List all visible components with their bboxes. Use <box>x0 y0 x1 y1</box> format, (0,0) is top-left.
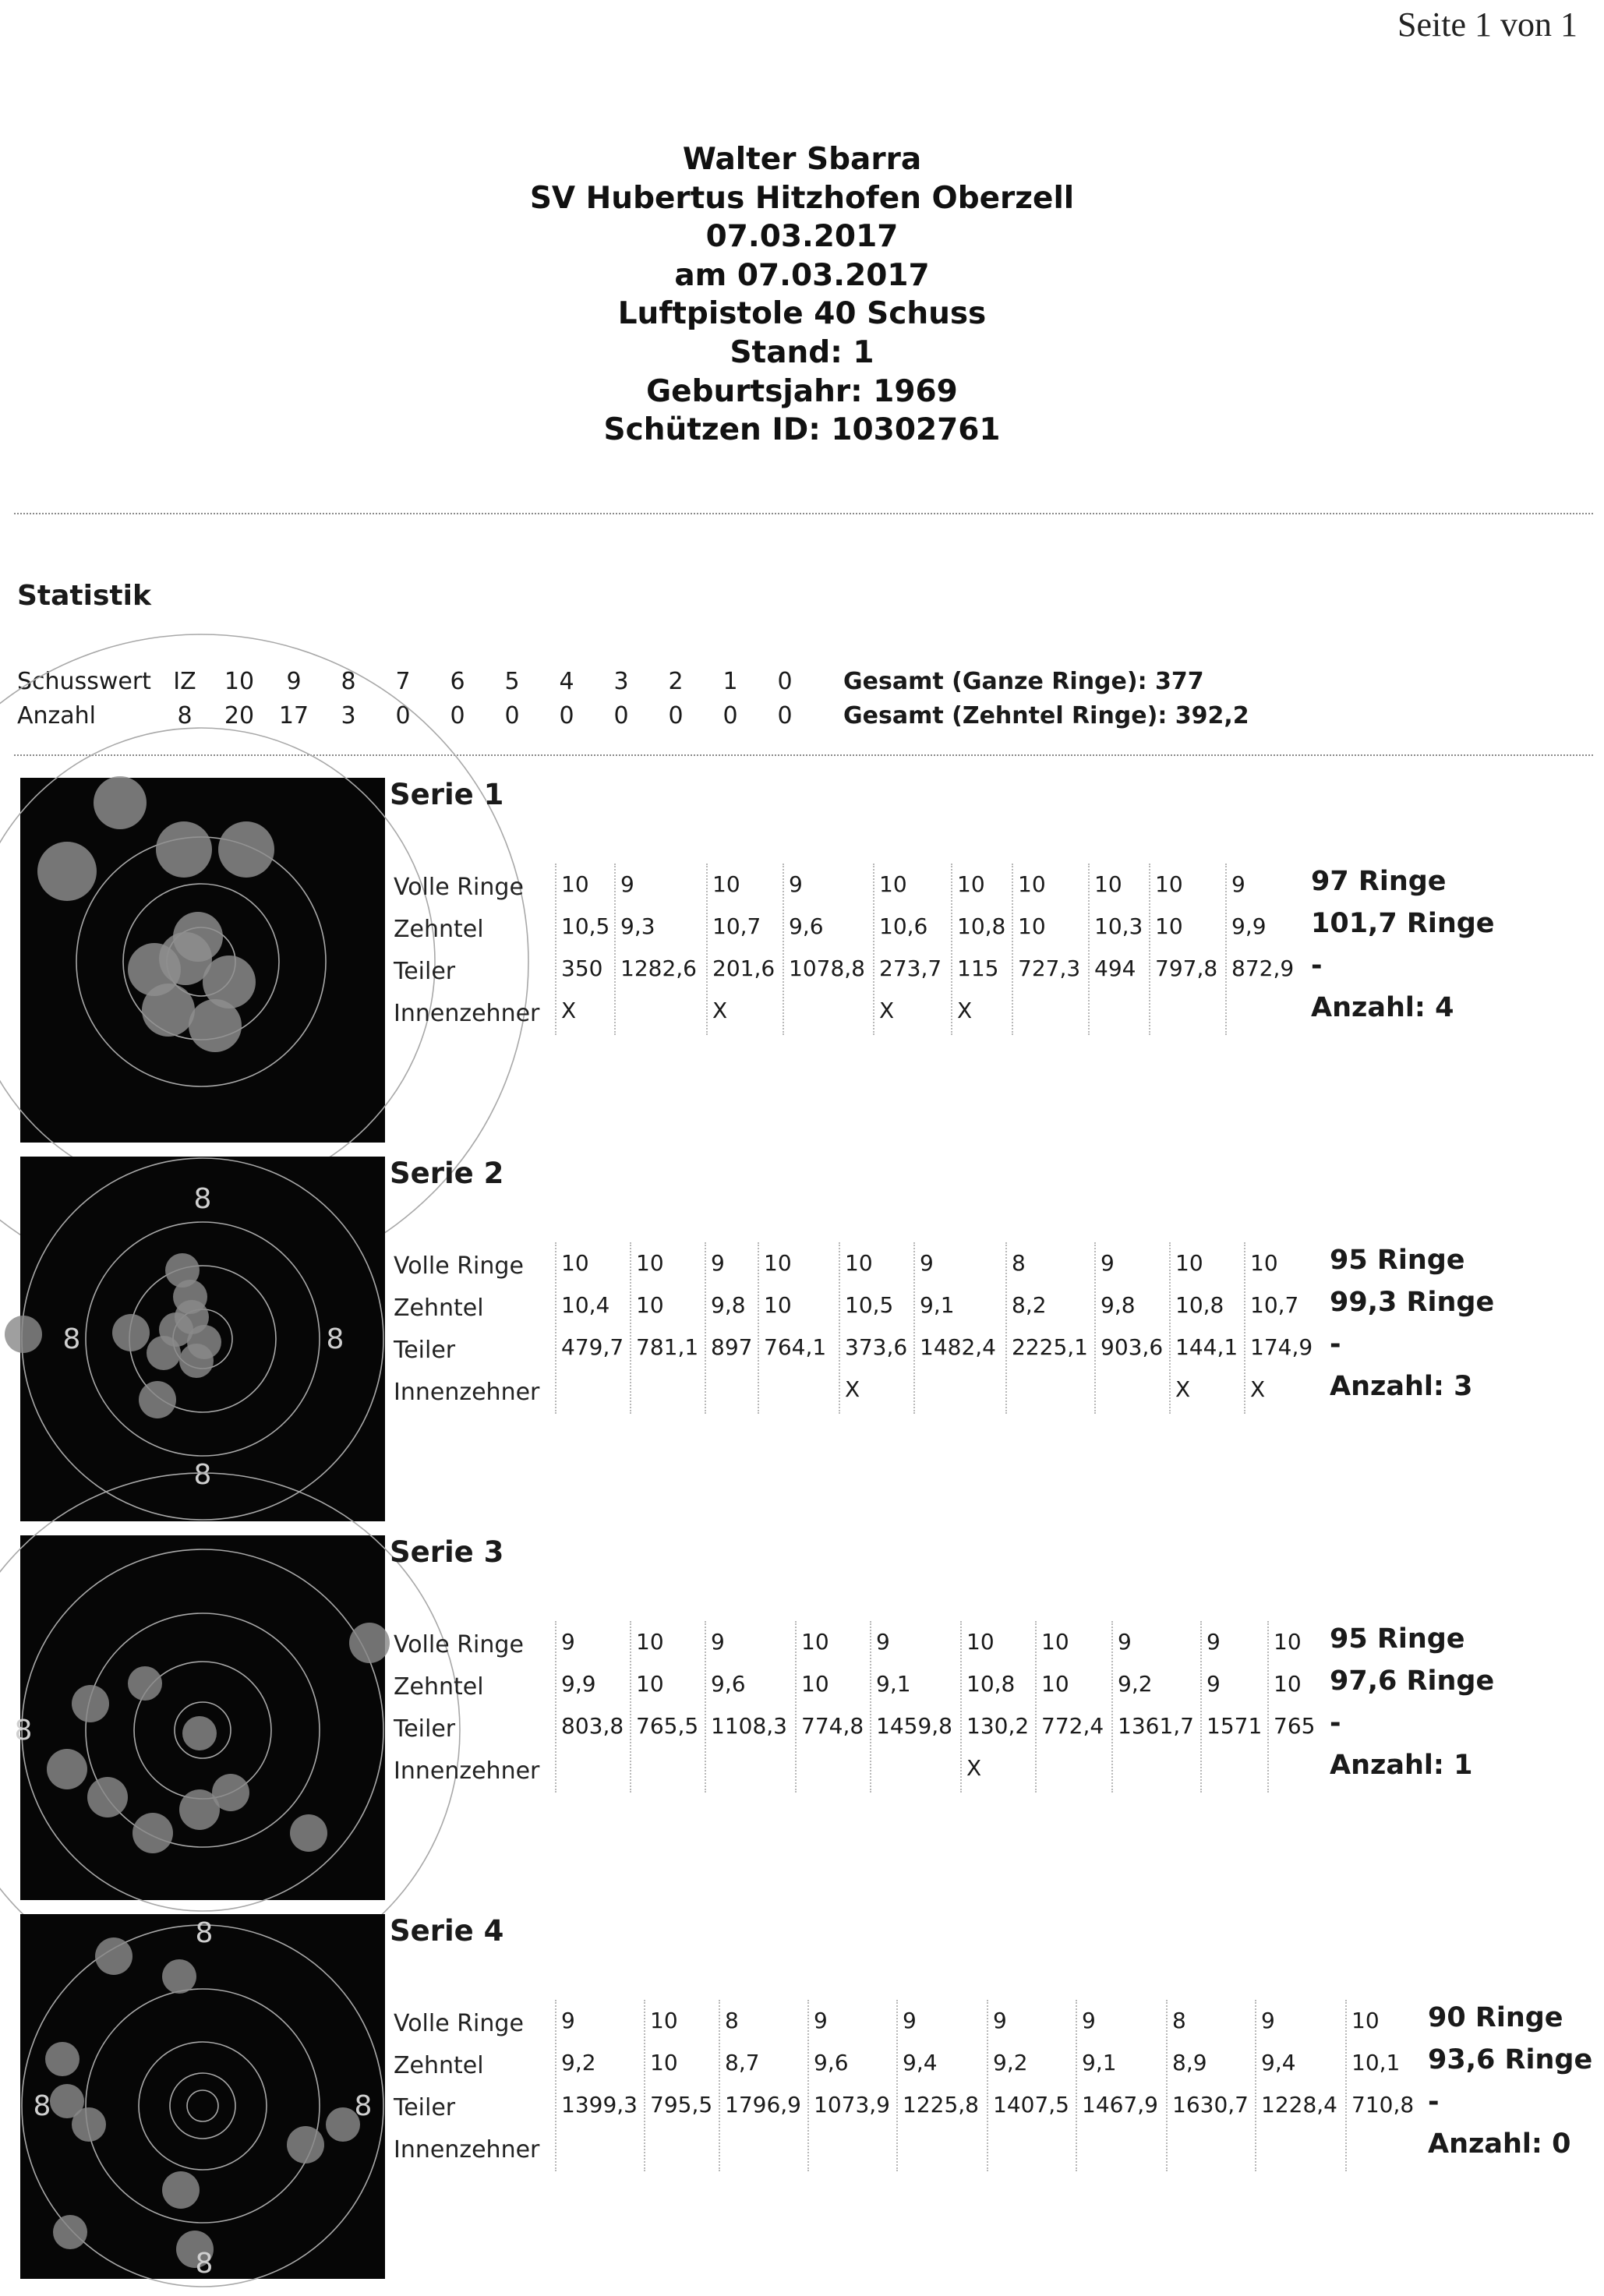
shot-teiler: 774,8 <box>801 1713 864 1739</box>
series-title: Serie 3 <box>390 1535 504 1569</box>
series-teiler-total: - <box>1428 2086 1440 2118</box>
shot-column <box>870 1621 952 1793</box>
row-label-zehntel: Zehntel <box>394 1673 484 1701</box>
shot-voll: 8 <box>1172 2008 1186 2033</box>
shot-voll: 10 <box>1351 2008 1380 2033</box>
shot-innenzehner <box>1113 1747 1191 1789</box>
shot-teiler: 897 <box>711 1334 753 1360</box>
shot-zehntel: 9,1 <box>920 1292 955 1318</box>
stat-col-header: 10 <box>224 667 255 695</box>
shot-zehntel: 10 <box>1155 913 1183 939</box>
shot-zehntel: 10,7 <box>1250 1292 1299 1318</box>
stat-col-header: 9 <box>286 667 302 695</box>
shot-teiler: 765,5 <box>636 1713 699 1739</box>
series-tenths-total: 101,7 Ringe <box>1311 908 1495 939</box>
series-row-labels <box>394 2003 539 2171</box>
stat-count: 0 <box>450 701 465 729</box>
stat-col-header: 7 <box>395 667 411 695</box>
shot-teiler: 1630,7 <box>1172 2092 1249 2118</box>
event-date: am 07.03.2017 <box>674 257 930 293</box>
series-tenths-total: 93,6 Ringe <box>1428 2044 1593 2075</box>
statistik-title: Statistik <box>17 580 151 612</box>
shot-innenzehner: X <box>561 998 577 1023</box>
shot-zehntel: 10,7 <box>712 913 761 939</box>
shot-innenzehner <box>631 1369 709 1411</box>
shot-teiler: 201,6 <box>712 955 776 981</box>
club-name: SV Hubertus Hitzhofen Oberzell <box>529 180 1075 216</box>
shot-column <box>719 2000 801 2171</box>
stat-count: 20 <box>224 701 255 729</box>
shot-voll: 10 <box>1155 871 1183 897</box>
shot-teiler: 795,5 <box>650 2092 713 2118</box>
shot-voll: 10 <box>1094 871 1122 897</box>
shot-zehntel: 10 <box>1274 1671 1302 1697</box>
shot-zehntel: 10 <box>801 1671 829 1697</box>
shot-innenzehner <box>1347 2126 1425 2168</box>
shot-voll: 10 <box>1250 1250 1278 1276</box>
target-svg <box>20 1914 385 2279</box>
stat-count: 3 <box>341 701 356 729</box>
target-image <box>14 1535 385 1900</box>
stat-col-header: 6 <box>450 667 465 695</box>
shot-innenzehner <box>556 1747 634 1789</box>
series-teiler-total: - <box>1330 1708 1341 1739</box>
stat-count: 0 <box>559 701 574 729</box>
shot-zehntel: 9,2 <box>1118 1671 1153 1697</box>
total-whole-rings: Gesamt (Ganze Ringe): 377 <box>843 667 1204 695</box>
shot-voll: 10 <box>1018 871 1046 897</box>
row-label-volle-ringe: Volle Ringe <box>394 2010 524 2037</box>
series-tenths-total: 99,3 Ringe <box>1330 1287 1495 1318</box>
shot-voll: 9 <box>561 1629 575 1655</box>
series-block <box>0 1914 1604 2280</box>
shot-teiler: 1228,4 <box>1261 2092 1337 2118</box>
schusswert-row <box>17 664 1249 698</box>
shot-voll: 9 <box>711 1250 725 1276</box>
shot-teiler: 1225,8 <box>903 2092 979 2118</box>
shot-teiler: 1282,6 <box>620 955 697 981</box>
shot-innenzehner <box>1256 2126 1334 2168</box>
shot-zehntel: 10,3 <box>1094 913 1143 939</box>
report-date: 07.03.2017 <box>705 219 899 255</box>
shot-voll: 10 <box>561 1250 589 1276</box>
shot-column <box>839 1242 918 1414</box>
row-label-innenzehner: Innenzehner <box>394 1379 540 1406</box>
shot-column <box>1255 2000 1337 2171</box>
shot-innenzehner <box>1037 1747 1115 1789</box>
row-label-teiler: Teiler <box>394 2094 456 2121</box>
shot-teiler: 765 <box>1274 1713 1316 1739</box>
row-label-teiler: Teiler <box>394 1715 456 1743</box>
shot-column <box>913 1242 996 1414</box>
ring-number-label: 8 <box>193 1183 212 1215</box>
shot-column <box>1244 1242 1323 1414</box>
shot-zehntel: 9,4 <box>1261 2050 1296 2075</box>
shot-teiler: 1108,3 <box>711 1713 787 1739</box>
shot-voll: 9 <box>920 1250 934 1276</box>
shot-voll: 9 <box>903 2008 917 2033</box>
shot-teiler: 1399,3 <box>561 2092 638 2118</box>
shot-innenzehner <box>631 1747 709 1789</box>
stat-col-header: 1 <box>723 667 738 695</box>
shot-innenzehner <box>988 2126 1066 2168</box>
series-row-labels <box>394 867 539 1035</box>
shot-zehntel: 10,8 <box>1175 1292 1224 1318</box>
shot-innenzehner: X <box>1175 1376 1191 1402</box>
anzahl-label: Anzahl <box>17 701 97 729</box>
shot-innenzehner <box>898 2126 976 2168</box>
stat-col-header: 4 <box>559 667 574 695</box>
total-tenth-rings: Gesamt (Zehntel Ringe): 392,2 <box>843 701 1249 729</box>
shot-column <box>555 1242 634 1414</box>
shot-teiler: 803,8 <box>561 1713 624 1739</box>
shot-column <box>1094 1242 1174 1414</box>
shot-voll: 9 <box>1231 871 1245 897</box>
shot-teiler: 350 <box>561 955 603 981</box>
shot-teiler: 781,1 <box>636 1334 699 1360</box>
shot-column <box>630 1621 709 1793</box>
target-svg <box>14 1535 385 1900</box>
stat-col-header: 2 <box>668 667 684 695</box>
shot-innenzehner <box>720 2126 798 2168</box>
shot-voll: 10 <box>957 871 985 897</box>
series-block <box>0 1535 1604 1902</box>
shot-innenzehner: X <box>712 998 728 1023</box>
shot-zehntel: 9,8 <box>711 1292 746 1318</box>
target-image <box>20 1914 385 2279</box>
series-innenzehner-count: Anzahl: 3 <box>1330 1371 1473 1402</box>
shot-column <box>1166 2000 1249 2171</box>
target-image <box>20 778 385 1143</box>
shot-voll: 9 <box>711 1629 725 1655</box>
shot-zehntel: 9,2 <box>561 2050 596 2075</box>
shot-column <box>1149 864 1228 1035</box>
shot-column <box>614 864 697 1035</box>
row-label-teiler: Teiler <box>394 1337 456 1364</box>
shot-voll: 9 <box>814 2008 828 2033</box>
shot-innenzehner <box>1013 990 1091 1032</box>
shot-voll: 8 <box>1012 1250 1026 1276</box>
shot-voll: 10 <box>561 871 589 897</box>
shot-column <box>1076 2000 1158 2171</box>
series-row-labels <box>394 1624 539 1793</box>
report-header <box>0 140 1604 450</box>
shot-zehntel: 10 <box>1041 1671 1069 1697</box>
shot-innenzehner <box>759 1369 837 1411</box>
shot-teiler: 1482,4 <box>920 1334 996 1360</box>
row-label-zehntel: Zehntel <box>394 916 484 943</box>
target-svg <box>20 1157 385 1521</box>
series-teiler-total: - <box>1311 950 1323 981</box>
shot-column <box>1035 1621 1115 1793</box>
shot-voll: 9 <box>1101 1250 1115 1276</box>
ring-number-label: 8 <box>326 1323 344 1355</box>
shot-innenzehner <box>556 2126 634 2168</box>
shot-innenzehner: X <box>1250 1376 1266 1402</box>
shot-voll: 10 <box>764 1250 792 1276</box>
shot-innenzehner <box>556 1369 634 1411</box>
series-totals <box>1330 1618 1494 1786</box>
shot-voll: 9 <box>1261 2008 1275 2033</box>
series-totals <box>1428 1997 1592 2165</box>
shot-zehntel: 10 <box>1018 913 1046 939</box>
series-rings-total: 90 Ringe <box>1428 2002 1563 2033</box>
series-rings-total: 95 Ringe <box>1330 1623 1465 1655</box>
shot-zehntel: 10,8 <box>966 1671 1016 1697</box>
shot-teiler: 373,6 <box>845 1334 908 1360</box>
row-label-zehntel: Zehntel <box>394 1295 484 1322</box>
shot-teiler: 1459,8 <box>876 1713 952 1739</box>
series-row-labels <box>394 1245 539 1414</box>
shot-zehntel: 10,5 <box>561 913 610 939</box>
shot-voll: 8 <box>725 2008 739 2033</box>
shot-innenzehner: X <box>957 998 973 1023</box>
shot-column <box>758 1242 837 1414</box>
shot-teiler: 115 <box>957 955 999 981</box>
shot-zehntel: 9 <box>1207 1671 1221 1697</box>
series-totals <box>1311 860 1495 1029</box>
stand-number: Stand: 1 <box>730 334 874 370</box>
shot-innenzehner <box>1096 1369 1174 1411</box>
shot-innenzehner: X <box>966 1755 982 1781</box>
stat-count: 8 <box>177 701 193 729</box>
shooter-name: Walter Sbarra <box>682 142 922 177</box>
shot-column <box>987 2000 1069 2171</box>
shot-teiler: 1467,9 <box>1082 2092 1158 2118</box>
shot-teiler: 1078,8 <box>789 955 865 981</box>
row-label-innenzehner: Innenzehner <box>394 1757 540 1785</box>
shot-voll: 10 <box>1041 1629 1069 1655</box>
shot-zehntel: 9,2 <box>993 2050 1028 2075</box>
series-title: Serie 4 <box>390 1914 504 1948</box>
shot-zehntel: 9,9 <box>1231 913 1267 939</box>
stat-count: 0 <box>395 701 411 729</box>
shot-teiler: 903,6 <box>1101 1334 1164 1360</box>
shot-teiler: 494 <box>1094 955 1136 981</box>
shot-innenzehner: X <box>879 998 895 1023</box>
row-label-innenzehner: Innenzehner <box>394 1000 540 1027</box>
shot-teiler: 130,2 <box>966 1713 1030 1739</box>
ring-number-label: 8 <box>354 2090 373 2122</box>
shot-innenzehner <box>915 1369 993 1411</box>
shot-teiler: 764,1 <box>764 1334 827 1360</box>
stat-col-header: 3 <box>613 667 629 695</box>
shot-zehntel: 10,6 <box>879 913 928 939</box>
shot-column <box>705 1621 787 1793</box>
shot-innenzehner: X <box>845 1376 860 1402</box>
shot-teiler: 1796,9 <box>725 2092 801 2118</box>
shot-teiler: 174,9 <box>1250 1334 1313 1360</box>
shot-teiler: 1407,5 <box>993 2092 1069 2118</box>
shot-zehntel: 10,5 <box>845 1292 894 1318</box>
shot-innenzehner <box>797 1747 874 1789</box>
stat-col-header: 5 <box>504 667 520 695</box>
shot-zehntel: 10 <box>636 1671 664 1697</box>
series-rings-total: 95 Ringe <box>1330 1245 1465 1276</box>
shot-zehntel: 9,4 <box>903 2050 938 2075</box>
row-label-teiler: Teiler <box>394 958 456 985</box>
divider <box>14 513 1593 514</box>
shot-innenzehner <box>616 990 694 1032</box>
shot-teiler: 872,9 <box>1231 955 1295 981</box>
series-block <box>0 1157 1604 1523</box>
shot-column <box>644 2000 723 2171</box>
series-title: Serie 2 <box>390 1157 504 1190</box>
row-label-volle-ringe: Volle Ringe <box>394 1252 524 1280</box>
shot-voll: 10 <box>1175 1250 1203 1276</box>
shot-column <box>807 2000 890 2171</box>
shot-column <box>706 864 786 1035</box>
target-svg <box>20 778 385 1143</box>
stat-count: 0 <box>504 701 520 729</box>
shot-teiler: 1073,9 <box>814 2092 890 2118</box>
shot-voll: 9 <box>789 871 803 897</box>
shot-voll: 9 <box>876 1629 890 1655</box>
shot-voll: 10 <box>845 1250 873 1276</box>
shot-teiler: 1571 <box>1207 1713 1263 1739</box>
page-number: Seite 1 von 1 <box>1397 5 1578 44</box>
shot-column <box>630 1242 709 1414</box>
shot-teiler: 710,8 <box>1351 2092 1415 2118</box>
shot-column <box>1111 1621 1194 1793</box>
shot-voll: 10 <box>650 2008 678 2033</box>
series-innenzehner-count: Anzahl: 1 <box>1330 1750 1473 1781</box>
shot-zehntel: 8,2 <box>1012 1292 1047 1318</box>
shot-column <box>873 864 952 1035</box>
shot-innenzehner <box>784 990 862 1032</box>
shot-column <box>795 1621 874 1793</box>
divider <box>14 754 1593 756</box>
shot-voll: 10 <box>1274 1629 1302 1655</box>
shot-column <box>555 2000 638 2171</box>
shot-zehntel: 10,1 <box>1351 2050 1401 2075</box>
series-innenzehner-count: Anzahl: 0 <box>1428 2128 1571 2160</box>
shooter-id: Schützen ID: 10302761 <box>603 412 1001 448</box>
target-image <box>20 1157 385 1521</box>
shot-voll: 10 <box>636 1250 664 1276</box>
stat-col-header: 8 <box>341 667 356 695</box>
shot-zehntel: 8,7 <box>725 2050 760 2075</box>
shot-voll: 10 <box>879 871 907 897</box>
series-rings-total: 97 Ringe <box>1311 866 1447 897</box>
shot-zehntel: 9,6 <box>814 2050 849 2075</box>
shot-innenzehner <box>809 2126 887 2168</box>
shot-column <box>960 1621 1040 1793</box>
stat-count: 0 <box>668 701 684 729</box>
shot-column <box>555 1621 634 1793</box>
stat-count: 17 <box>278 701 309 729</box>
shot-zehntel: 9,3 <box>620 913 655 939</box>
series-block <box>0 778 1604 1144</box>
ring-number-label: 8 <box>33 2090 51 2122</box>
ring-number-label: 8 <box>195 1917 214 1949</box>
stat-col-header: 0 <box>777 667 793 695</box>
series-title: Serie 1 <box>390 778 504 811</box>
shot-voll: 9 <box>1082 2008 1096 2033</box>
series-tenths-total: 97,6 Ringe <box>1330 1665 1495 1697</box>
shot-zehntel: 10 <box>636 1292 664 1318</box>
shot-innenzehner <box>1227 990 1305 1032</box>
shot-innenzehner <box>1077 2126 1155 2168</box>
shot-innenzehner <box>1150 990 1228 1032</box>
shot-zehntel: 9,1 <box>1082 2050 1117 2075</box>
series-totals <box>1330 1239 1494 1408</box>
shot-column <box>896 2000 979 2171</box>
shot-voll: 9 <box>1118 1629 1132 1655</box>
shot-zehntel: 10,4 <box>561 1292 610 1318</box>
shot-zehntel: 9,6 <box>711 1671 746 1697</box>
ring-number-label: 8 <box>62 1323 81 1355</box>
discipline: Luftpistole 40 Schuss <box>617 296 987 332</box>
row-label-zehntel: Zehntel <box>394 2052 484 2079</box>
row-label-volle-ringe: Volle Ringe <box>394 874 524 901</box>
shot-column <box>1012 864 1091 1035</box>
stat-count: 0 <box>723 701 738 729</box>
shot-zehntel: 9,9 <box>561 1671 596 1697</box>
shot-voll: 9 <box>561 2008 575 2033</box>
series-innenzehner-count: Anzahl: 4 <box>1311 992 1454 1023</box>
row-label-innenzehner: Innenzehner <box>394 2136 540 2164</box>
shot-voll: 10 <box>636 1629 664 1655</box>
shot-teiler: 2225,1 <box>1012 1334 1088 1360</box>
birth-year: Geburtsjahr: 1969 <box>646 373 958 409</box>
shot-innenzehner <box>871 1747 949 1789</box>
shot-teiler: 273,7 <box>879 955 942 981</box>
ring-number-label: 8 <box>14 1715 33 1747</box>
shot-column <box>1225 864 1305 1035</box>
shot-column <box>1169 1242 1249 1414</box>
shot-innenzehner <box>1007 1369 1085 1411</box>
shot-teiler: 144,1 <box>1175 1334 1238 1360</box>
shot-teiler: 772,4 <box>1041 1713 1104 1739</box>
shot-teiler: 797,8 <box>1155 955 1218 981</box>
statistik-table <box>17 664 1249 733</box>
ring-number-label: 8 <box>195 2248 214 2280</box>
stat-col-header: IZ <box>173 667 196 695</box>
shot-voll: 10 <box>966 1629 995 1655</box>
schusswert-label: Schusswert <box>17 667 151 695</box>
shot-column <box>1005 1242 1088 1414</box>
shot-zehntel: 10,8 <box>957 913 1006 939</box>
shot-innenzehner <box>1168 2126 1245 2168</box>
stat-count: 0 <box>613 701 629 729</box>
stat-count: 0 <box>777 701 793 729</box>
shot-teiler: 727,3 <box>1018 955 1081 981</box>
shot-teiler: 479,7 <box>561 1334 624 1360</box>
shot-voll: 9 <box>620 871 634 897</box>
row-label-volle-ringe: Volle Ringe <box>394 1631 524 1658</box>
shot-zehntel: 10 <box>650 2050 678 2075</box>
shot-column <box>783 864 865 1035</box>
shot-voll: 9 <box>993 2008 1007 2033</box>
shot-zehntel: 8,9 <box>1172 2050 1207 2075</box>
shot-voll: 10 <box>712 871 740 897</box>
shot-innenzehner <box>706 1747 784 1789</box>
shot-zehntel: 10 <box>764 1292 792 1318</box>
shot-zehntel: 9,1 <box>876 1671 911 1697</box>
shot-column <box>1345 2000 1425 2171</box>
shot-innenzehner <box>645 2126 723 2168</box>
shot-zehntel: 9,8 <box>1101 1292 1136 1318</box>
shot-teiler: 1361,7 <box>1118 1713 1194 1739</box>
series-teiler-total: - <box>1330 1329 1341 1360</box>
ring-number-label: 8 <box>193 1459 212 1491</box>
shot-voll: 9 <box>1207 1629 1221 1655</box>
shot-zehntel: 9,6 <box>789 913 824 939</box>
shot-voll: 10 <box>801 1629 829 1655</box>
